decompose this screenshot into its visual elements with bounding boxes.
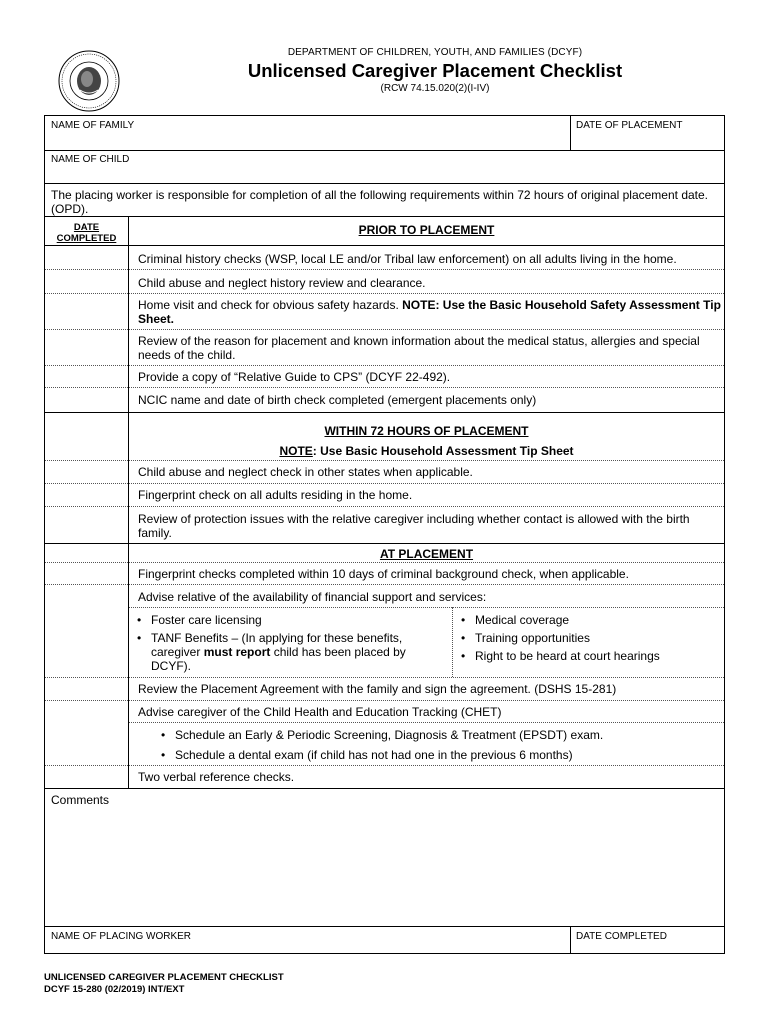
chet-item: • Schedule an Early & Periodic Screening, Diagnosis & Treatment (EPSDT) exam. bbox=[155, 728, 735, 742]
checklist-form bbox=[44, 115, 725, 954]
list-item: Child abuse and neglect history review and clearance. bbox=[138, 276, 426, 290]
service-item: • Right to be heard at court hearings bbox=[455, 649, 735, 663]
service-item: • TANF Benefits – (In applying for these benefits, caregiver must report child has been placed by DCYF). bbox=[131, 631, 441, 673]
form-title: Unlicensed Caregiver Placement Checklist bbox=[247, 60, 623, 81]
list-item: Child abuse and neglect check in other states when applicable. bbox=[138, 465, 473, 479]
list-item: NCIC name and date of birth check completed (emergent placements only) bbox=[138, 393, 537, 407]
date-header-1: DATE bbox=[73, 222, 100, 233]
list-item: Advise caregiver of the Child Health and Education Tracking (CHET) bbox=[138, 705, 502, 719]
footer-form-number: DCYF 15-280 (02/2019) INT/EXT bbox=[44, 984, 185, 995]
list-item: Review the Placement Agreement with the family and sign the agreement. (DSHS 15-281) bbox=[138, 682, 617, 696]
rcw-reference: (RCW 74.15.020(2)(I-IV) bbox=[380, 83, 490, 94]
within-72-hours-heading: WITHIN 72 HOURS OF PLACEMENT bbox=[324, 424, 529, 438]
date-of-placement-label: DATE OF PLACEMENT bbox=[576, 120, 683, 131]
service-item: • Medical coverage bbox=[455, 613, 735, 627]
name-of-family-label: NAME OF FAMILY bbox=[51, 120, 135, 131]
list-item: Review of protection issues with the relative caregiver including whether contact is allowed with the birth family. bbox=[138, 512, 690, 540]
list-item: Provide a copy of “Relative Guide to CPS” (DCYF 22-492). bbox=[138, 370, 451, 384]
service-item: • Training opportunities bbox=[455, 631, 735, 645]
service-item: • Foster care licensing bbox=[131, 613, 451, 627]
date-completed-label: DATE COMPLETED bbox=[576, 931, 667, 942]
prior-to-placement-heading: PRIOR TO PLACEMENT bbox=[358, 223, 495, 237]
intro-text: The placing worker is responsible for completion of all the following requirements within 72 hours of original placement date. (OPD). bbox=[51, 188, 709, 216]
list-item: Fingerprint check on all adults residing in the home. bbox=[138, 488, 413, 502]
name-of-child-label: NAME OF CHILD bbox=[51, 154, 130, 165]
name-of-placing-worker-label: NAME OF PLACING WORKER bbox=[51, 931, 192, 942]
list-item: Home visit and check for obvious safety hazards. NOTE: Use the Basic Household Safety Assessment Tip Sheet. bbox=[138, 298, 721, 326]
within-72-note: NOTE: Use Basic Household Assessment Tip Sheet bbox=[279, 444, 574, 458]
department-name: DEPARTMENT OF CHILDREN, YOUTH, AND FAMILIES (DCYF) bbox=[287, 47, 583, 58]
date-header-2: COMPLETED bbox=[56, 233, 117, 244]
list-item: Advise relative of the availability of financial support and services: bbox=[138, 590, 487, 604]
list-item: Two verbal reference checks. bbox=[138, 770, 295, 784]
list-item: Criminal history checks (WSP, local LE and/or Tribal law enforcement) on all adults living in the home. bbox=[138, 252, 677, 266]
chet-item: • Schedule a dental exam (if child has not had one in the previous 6 months) bbox=[155, 748, 735, 762]
list-item: Review of the reason for placement and known information about the medical status, allergies and special needs of the child. bbox=[138, 334, 700, 362]
list-item: Fingerprint checks completed within 10 days of criminal background check, when applicable. bbox=[138, 567, 629, 581]
footer-form-name: UNLICENSED CAREGIVER PLACEMENT CHECKLIST bbox=[44, 972, 284, 983]
state-seal-logo bbox=[58, 50, 120, 112]
comments-label: Comments bbox=[51, 793, 110, 807]
at-placement-heading: AT PLACEMENT bbox=[379, 547, 474, 561]
